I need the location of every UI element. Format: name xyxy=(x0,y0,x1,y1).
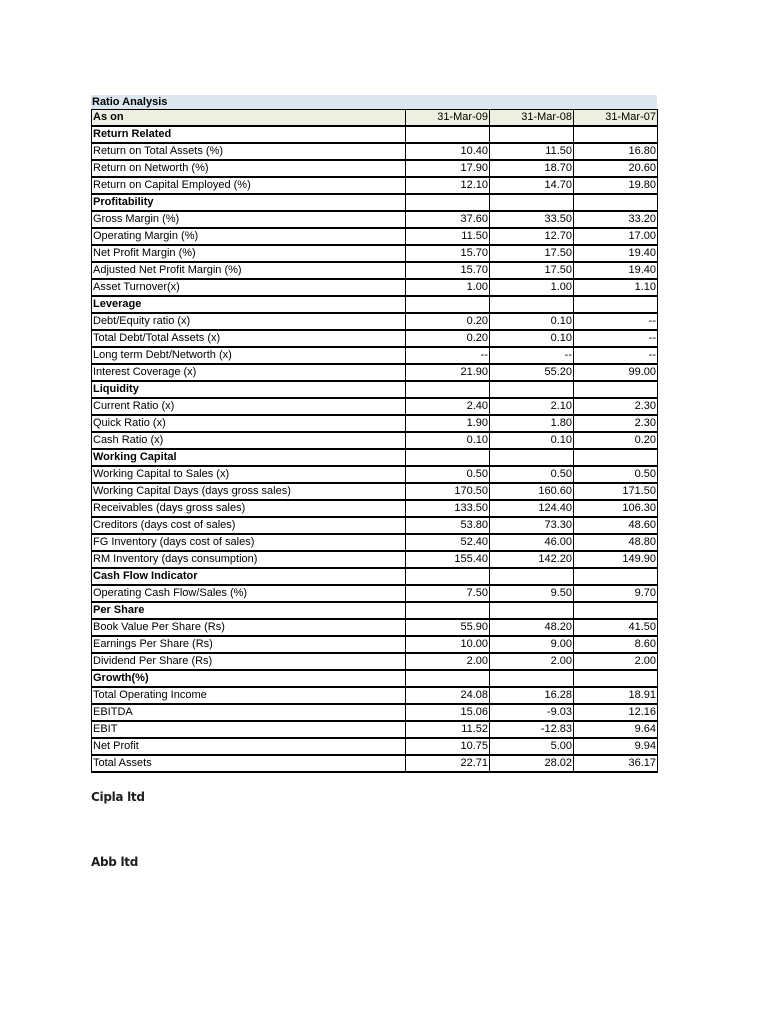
section-title: Liquidity xyxy=(92,381,406,398)
row-label: Debt/Equity ratio (x) xyxy=(92,313,406,330)
row-label: Total Assets xyxy=(92,755,406,772)
section-header-row xyxy=(92,194,658,211)
row-value: 171.50 xyxy=(574,483,658,500)
row-value: 9.50 xyxy=(490,585,574,602)
table-row xyxy=(92,721,658,738)
row-value: 2.10 xyxy=(490,398,574,415)
row-label: Asset Turnover(x) xyxy=(92,279,406,296)
row-value: 37.60 xyxy=(406,211,490,228)
row-label: Book Value Per Share (Rs) xyxy=(92,619,406,636)
row-value: 55.20 xyxy=(490,364,574,381)
row-value: 9.70 xyxy=(574,585,658,602)
row-value: -9.03 xyxy=(490,704,574,721)
row-value: 0.10 xyxy=(406,432,490,449)
row-label: Quick Ratio (x) xyxy=(92,415,406,432)
row-value: 46.00 xyxy=(490,534,574,551)
table-row xyxy=(92,228,658,245)
row-value: 17.90 xyxy=(406,160,490,177)
row-value: 0.20 xyxy=(574,432,658,449)
row-label: Interest Coverage (x) xyxy=(92,364,406,381)
row-label: Return on Total Assets (%) xyxy=(92,143,406,160)
row-value: 170.50 xyxy=(406,483,490,500)
section-blank-cell xyxy=(574,449,658,466)
row-value: 9.64 xyxy=(574,721,658,738)
row-value: 2.00 xyxy=(490,653,574,670)
row-value: 1.10 xyxy=(574,279,658,296)
header-column: 31-Mar-09 xyxy=(406,110,490,127)
row-value: -12.83 xyxy=(490,721,574,738)
row-value: 10.75 xyxy=(406,738,490,755)
row-value: 2.30 xyxy=(574,398,658,415)
row-label: Return on Networth (%) xyxy=(92,160,406,177)
row-value: 10.00 xyxy=(406,636,490,653)
row-value: 124.40 xyxy=(490,500,574,517)
table-row xyxy=(92,687,658,704)
row-value: 155.40 xyxy=(406,551,490,568)
ratio-table-body xyxy=(92,110,658,773)
row-value: 33.50 xyxy=(490,211,574,228)
row-value: 36.17 xyxy=(574,755,658,772)
header-label: As on xyxy=(92,110,406,127)
table-row xyxy=(92,143,658,160)
section-blank-cell xyxy=(406,602,490,619)
section-header-row xyxy=(92,381,658,398)
row-value: 2.00 xyxy=(574,653,658,670)
row-value: 11.50 xyxy=(406,228,490,245)
row-value: 24.08 xyxy=(406,687,490,704)
section-blank-cell xyxy=(574,296,658,313)
header-column: 31-Mar-07 xyxy=(574,110,658,127)
table-row xyxy=(92,653,658,670)
row-value: 9.00 xyxy=(490,636,574,653)
row-value: 19.40 xyxy=(574,262,658,279)
row-value: 20.60 xyxy=(574,160,658,177)
table-row xyxy=(92,330,658,347)
table-row xyxy=(92,415,658,432)
caption-abb: Abb ltd xyxy=(91,855,138,869)
row-label: Dividend Per Share (Rs) xyxy=(92,653,406,670)
table-row xyxy=(92,398,658,415)
section-title: Profitability xyxy=(92,194,406,211)
sheet-title: Ratio Analysis xyxy=(91,95,657,109)
section-title: Leverage xyxy=(92,296,406,313)
row-value: 11.50 xyxy=(490,143,574,160)
row-value: 53.80 xyxy=(406,517,490,534)
row-value: 2.40 xyxy=(406,398,490,415)
row-value: 9.94 xyxy=(574,738,658,755)
row-value: 55.90 xyxy=(406,619,490,636)
table-row xyxy=(92,279,658,296)
row-value: 0.50 xyxy=(574,466,658,483)
row-value: 106.30 xyxy=(574,500,658,517)
row-value: -- xyxy=(574,313,658,330)
section-header-row xyxy=(92,670,658,687)
row-label: Total Debt/Total Assets (x) xyxy=(92,330,406,347)
row-value: 19.80 xyxy=(574,177,658,194)
row-label: Receivables (days gross sales) xyxy=(92,500,406,517)
row-value: 73.30 xyxy=(490,517,574,534)
table-row xyxy=(92,500,658,517)
table-row xyxy=(92,466,658,483)
row-label: Earnings Per Share (Rs) xyxy=(92,636,406,653)
table-row xyxy=(92,619,658,636)
row-value: 17.00 xyxy=(574,228,658,245)
row-value: 7.50 xyxy=(406,585,490,602)
header-column: 31-Mar-08 xyxy=(490,110,574,127)
table-row xyxy=(92,211,658,228)
row-value: 19.40 xyxy=(574,245,658,262)
section-blank-cell xyxy=(406,568,490,585)
row-value: 160.60 xyxy=(490,483,574,500)
table-row xyxy=(92,483,658,500)
section-blank-cell xyxy=(574,602,658,619)
section-blank-cell xyxy=(490,449,574,466)
section-blank-cell xyxy=(406,296,490,313)
row-label: EBIT xyxy=(92,721,406,738)
section-blank-cell xyxy=(406,381,490,398)
section-header-row xyxy=(92,602,658,619)
row-label: RM Inventory (days consumption) xyxy=(92,551,406,568)
row-value: 0.50 xyxy=(406,466,490,483)
row-value: 48.20 xyxy=(490,619,574,636)
row-value: 99.00 xyxy=(574,364,658,381)
section-title: Growth(%) xyxy=(92,670,406,687)
row-value: 12.16 xyxy=(574,704,658,721)
table-row xyxy=(92,245,658,262)
row-value: 14.70 xyxy=(490,177,574,194)
row-value: 0.50 xyxy=(490,466,574,483)
row-label: Operating Cash Flow/Sales (%) xyxy=(92,585,406,602)
table-row xyxy=(92,704,658,721)
ratio-analysis-sheet xyxy=(91,95,657,773)
section-blank-cell xyxy=(490,568,574,585)
row-label: Adjusted Net Profit Margin (%) xyxy=(92,262,406,279)
table-row xyxy=(92,636,658,653)
section-blank-cell xyxy=(574,381,658,398)
row-label: FG Inventory (days cost of sales) xyxy=(92,534,406,551)
section-blank-cell xyxy=(406,449,490,466)
ratio-table xyxy=(91,109,658,773)
row-value: 21.90 xyxy=(406,364,490,381)
section-blank-cell xyxy=(490,381,574,398)
row-label: Working Capital to Sales (x) xyxy=(92,466,406,483)
row-value: 15.70 xyxy=(406,262,490,279)
table-row xyxy=(92,347,658,364)
row-value: 28.02 xyxy=(490,755,574,772)
row-value: 16.80 xyxy=(574,143,658,160)
table-row xyxy=(92,432,658,449)
row-value: 0.10 xyxy=(490,313,574,330)
table-row xyxy=(92,551,658,568)
caption-cipla: Cipla ltd xyxy=(91,790,145,804)
section-title: Per Share xyxy=(92,602,406,619)
section-title: Working Capital xyxy=(92,449,406,466)
section-blank-cell xyxy=(406,126,490,143)
section-header-row xyxy=(92,296,658,313)
row-value: -- xyxy=(406,347,490,364)
table-row xyxy=(92,755,658,772)
row-value: 2.30 xyxy=(574,415,658,432)
row-value: 17.50 xyxy=(490,262,574,279)
section-title: Cash Flow Indicator xyxy=(92,568,406,585)
row-value: 5.00 xyxy=(490,738,574,755)
section-blank-cell xyxy=(574,194,658,211)
section-header-row xyxy=(92,449,658,466)
row-label: Current Ratio (x) xyxy=(92,398,406,415)
table-row xyxy=(92,160,658,177)
section-title: Return Related xyxy=(92,126,406,143)
row-value: 18.70 xyxy=(490,160,574,177)
section-blank-cell xyxy=(490,602,574,619)
table-row xyxy=(92,313,658,330)
row-value: 0.10 xyxy=(490,330,574,347)
row-label: Total Operating Income xyxy=(92,687,406,704)
row-value: 48.80 xyxy=(574,534,658,551)
row-value: 1.90 xyxy=(406,415,490,432)
section-blank-cell xyxy=(490,296,574,313)
row-label: Return on Capital Employed (%) xyxy=(92,177,406,194)
section-blank-cell xyxy=(490,194,574,211)
row-value: 12.70 xyxy=(490,228,574,245)
row-label: EBITDA xyxy=(92,704,406,721)
table-row xyxy=(92,517,658,534)
row-value: 41.50 xyxy=(574,619,658,636)
row-value: 17.50 xyxy=(490,245,574,262)
row-value: 142.20 xyxy=(490,551,574,568)
section-blank-cell xyxy=(574,126,658,143)
row-label: Gross Margin (%) xyxy=(92,211,406,228)
row-value: 15.70 xyxy=(406,245,490,262)
table-row xyxy=(92,177,658,194)
row-label: Long term Debt/Networth (x) xyxy=(92,347,406,364)
table-row xyxy=(92,534,658,551)
section-blank-cell xyxy=(490,126,574,143)
row-value: 0.20 xyxy=(406,330,490,347)
table-row xyxy=(92,364,658,381)
table-row xyxy=(92,262,658,279)
row-value: -- xyxy=(574,330,658,347)
table-row xyxy=(92,585,658,602)
row-value: 1.80 xyxy=(490,415,574,432)
section-blank-cell xyxy=(406,670,490,687)
row-value: -- xyxy=(490,347,574,364)
row-value: 8.60 xyxy=(574,636,658,653)
section-blank-cell xyxy=(574,568,658,585)
row-label: Net Profit xyxy=(92,738,406,755)
table-row xyxy=(92,738,658,755)
row-value: 52.40 xyxy=(406,534,490,551)
row-value: 0.10 xyxy=(490,432,574,449)
row-value: 2.00 xyxy=(406,653,490,670)
row-value: 1.00 xyxy=(490,279,574,296)
row-label: Net Profit Margin (%) xyxy=(92,245,406,262)
row-value: 18.91 xyxy=(574,687,658,704)
section-blank-cell xyxy=(574,670,658,687)
row-value: 149.90 xyxy=(574,551,658,568)
header-row xyxy=(92,110,658,127)
section-header-row xyxy=(92,126,658,143)
section-blank-cell xyxy=(406,194,490,211)
section-header-row xyxy=(92,568,658,585)
row-label: Operating Margin (%) xyxy=(92,228,406,245)
row-label: Cash Ratio (x) xyxy=(92,432,406,449)
row-value: 0.20 xyxy=(406,313,490,330)
row-value: 1.00 xyxy=(406,279,490,296)
row-value: 22.71 xyxy=(406,755,490,772)
row-value: 33.20 xyxy=(574,211,658,228)
row-label: Working Capital Days (days gross sales) xyxy=(92,483,406,500)
section-blank-cell xyxy=(490,670,574,687)
row-label: Creditors (days cost of sales) xyxy=(92,517,406,534)
row-value: 10.40 xyxy=(406,143,490,160)
row-value: 12.10 xyxy=(406,177,490,194)
row-value: 15.06 xyxy=(406,704,490,721)
row-value: 133.50 xyxy=(406,500,490,517)
row-value: -- xyxy=(574,347,658,364)
row-value: 48.60 xyxy=(574,517,658,534)
row-value: 11.52 xyxy=(406,721,490,738)
row-value: 16.28 xyxy=(490,687,574,704)
